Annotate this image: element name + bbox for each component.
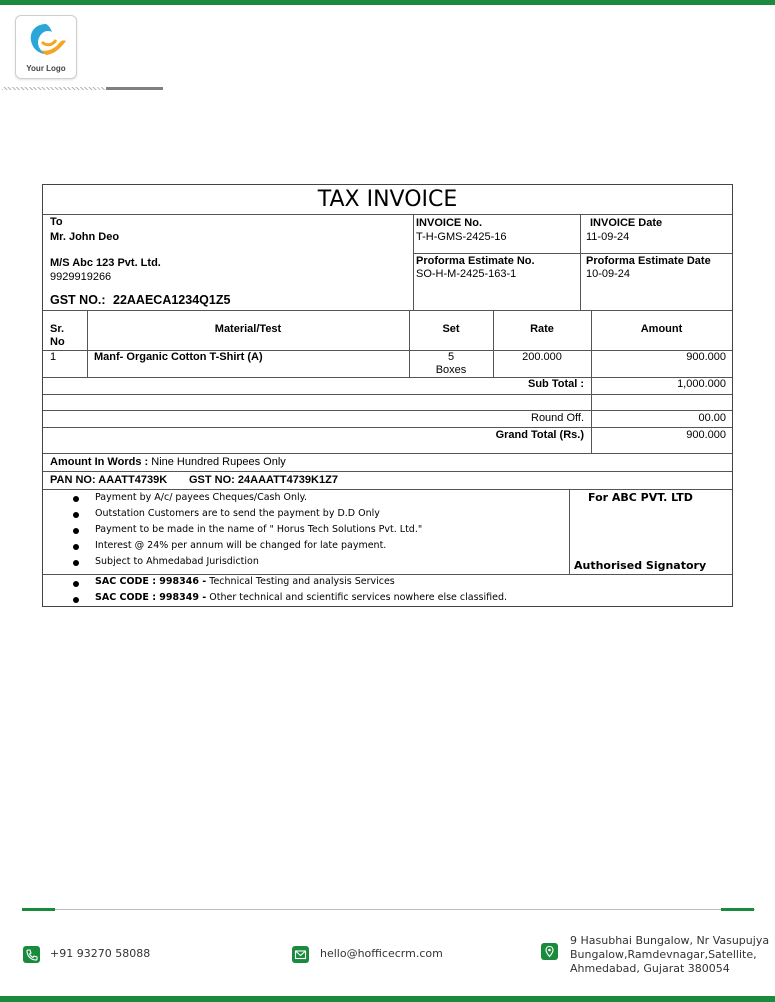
term-item: Subject to Ahmedabad Jurisdiction: [95, 556, 259, 567]
footer-email[interactable]: hello@hofficecrm.com: [320, 947, 443, 960]
footer-address-line-3: Ahmedabad, Gujarat 380054: [570, 962, 730, 975]
sac-description: Technical Testing and analysis Services: [209, 576, 395, 587]
decorative-bar: [106, 87, 163, 90]
location-pin-icon: [541, 943, 558, 960]
customer-name: Mr. John Deo: [50, 231, 120, 243]
logo-text: Your Logo: [26, 64, 66, 73]
company-logo: [15, 15, 77, 79]
invoice-table: [42, 184, 733, 607]
item-rate: 200.000: [522, 351, 562, 363]
bullet-icon: [73, 512, 79, 518]
term-item: Interest @ 24% per annum will be changed for late payment.: [95, 540, 387, 551]
customer-company: M/S Abc 123 Pvt. Ltd.: [50, 257, 161, 269]
header-no: No: [50, 336, 65, 348]
bullet-icon: [73, 560, 79, 566]
proforma-no: SO-H-M-2425-163-1: [416, 268, 517, 280]
invoice-date-label: INVOICE Date: [590, 217, 663, 229]
header-amount: Amount: [640, 323, 683, 335]
header-material: Material/Test: [214, 323, 282, 335]
footer-address-line-2: Bungalow,Ramdevnagar,Satellite,: [570, 948, 757, 961]
item-material: Manf- Organic Cotton T-Shirt (A): [94, 351, 263, 363]
item-amount: 900.000: [686, 351, 726, 363]
footer-accent-right: [721, 908, 754, 911]
header-set: Set: [442, 323, 460, 335]
phone-icon: [23, 946, 40, 963]
proforma-date: 10-09-24: [586, 268, 631, 280]
to-label: To: [50, 216, 63, 228]
footer-divider: [22, 909, 755, 910]
subtotal-value: 1,000.000: [677, 378, 726, 390]
bullet-icon: [73, 528, 79, 534]
invoice-no: T-H-GMS-2425-16: [416, 231, 507, 243]
gst-value: 22AAECA1234Q1Z5: [113, 293, 231, 307]
decorative-hatch: [2, 87, 105, 90]
bullet-icon: [73, 581, 79, 587]
footer-address-line-1: 9 Hasubhai Bungalow, Nr Vasupujya: [570, 934, 770, 947]
pan-number: PAN NO: AAATT4739K: [50, 474, 168, 486]
footer-accent-left: [22, 908, 55, 911]
grand-total-value: 900.000: [686, 429, 726, 441]
bullet-icon: [73, 544, 79, 550]
invoice-title: TAX INVOICE: [317, 187, 458, 212]
sac-code: SAC CODE : 998346 -: [95, 576, 207, 587]
item-set-qty: 5: [447, 351, 455, 363]
sac-description: Other technical and scientific services nowhere else classified.: [209, 592, 508, 603]
subtotal-label: Sub Total :: [527, 378, 584, 390]
customer-phone: 9929919266: [50, 271, 112, 283]
footer-phone[interactable]: +91 93270 58088: [50, 947, 151, 960]
top-accent-bar: [0, 0, 775, 5]
invoice-date: 11-09-24: [586, 231, 630, 243]
authorised-signatory: Authorised Signatory: [574, 559, 707, 572]
company-gst-number: GST NO: 24AAATT4739K1Z7: [189, 474, 338, 486]
gst-label: GST NO.:: [50, 293, 106, 307]
grand-total-label: Grand Total (Rs.): [495, 429, 584, 441]
term-item: Outstation Customers are to send the payment by D.D Only: [95, 508, 380, 519]
header-rate: Rate: [530, 323, 554, 335]
amount-words-label: Amount In Words :: [50, 456, 149, 468]
bullet-icon: [73, 597, 79, 603]
proforma-no-label: Proforma Estimate No.: [416, 255, 535, 267]
round-off-label: Round Off.: [531, 412, 584, 424]
term-item: Payment to be made in the name of " Horus Tech Solutions Pvt. Ltd.": [95, 524, 423, 535]
mail-icon: [292, 946, 309, 963]
for-company: For ABC PVT. LTD: [588, 491, 693, 504]
item-sr: 1: [50, 351, 57, 363]
item-set-unit: Boxes: [435, 364, 467, 376]
round-off-value: 00.00: [698, 412, 726, 424]
sac-code: SAC CODE : 998349 -: [95, 592, 207, 603]
bullet-icon: [73, 496, 79, 502]
bottom-accent-bar: [0, 996, 775, 1002]
logo-swoosh-icon: [24, 20, 68, 60]
proforma-date-label: Proforma Estimate Date: [586, 255, 711, 267]
header-sr: Sr.: [50, 323, 65, 335]
amount-words: Nine Hundred Rupees Only: [151, 456, 286, 468]
term-item: Payment by A/c/ payees Cheques/Cash Only.: [95, 492, 307, 503]
invoice-no-label: INVOICE No.: [416, 217, 483, 229]
